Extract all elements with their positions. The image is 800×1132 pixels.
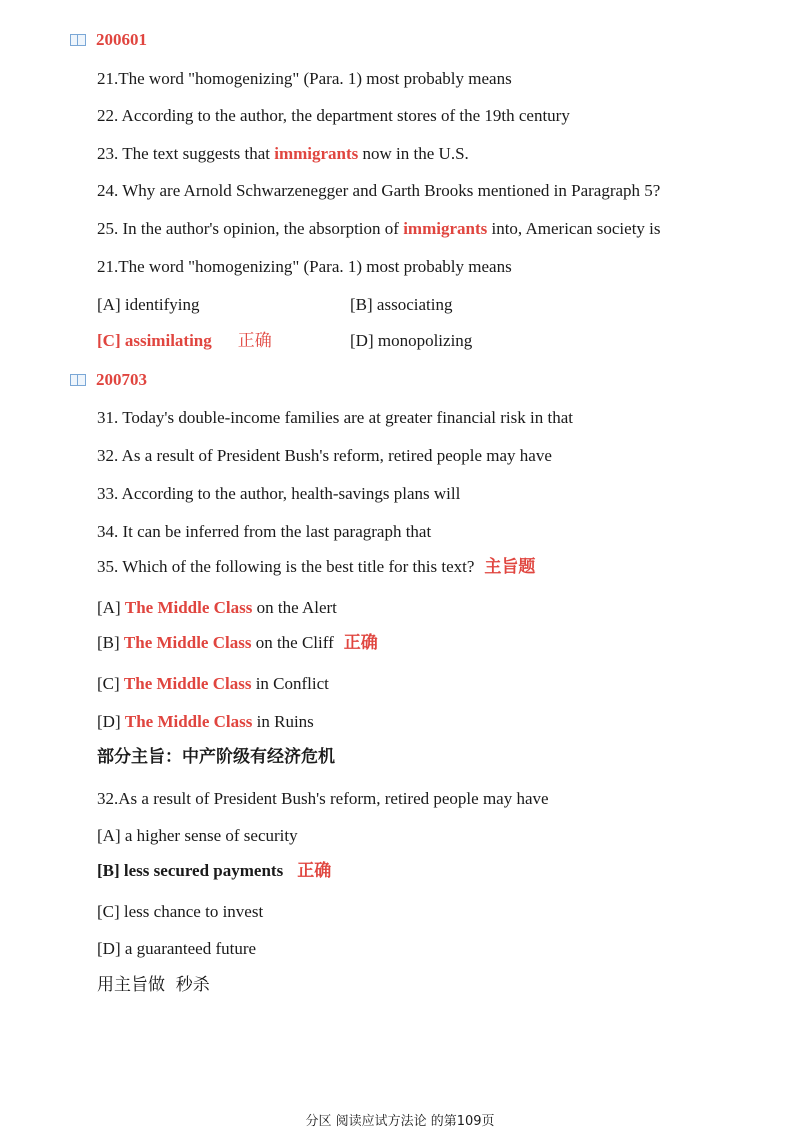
option-c-correct [97,330,272,352]
option-a: [A] identifying [97,295,200,314]
option-text: on the Cliff [251,633,334,652]
question-text: 25. In the author's opinion, the absorption of [97,219,404,238]
book-icon [70,34,86,46]
question-21: 21.The word "homogenizing" (Para. 1) most probably means [97,69,512,88]
section-code: 200703 [96,370,147,389]
title-option-d [97,711,314,733]
section-header-200703 [70,370,147,390]
option-text: on the Alert [252,598,337,617]
option-a: [A] a higher sense of security [97,826,298,845]
question-33: 33. According to the author, health-savings plans will [97,484,461,503]
option-b: [B] associating [350,295,453,314]
option-label: [A] [97,598,125,617]
repeat-question-21: 21.The word "homogenizing" (Para. 1) most probably means [97,257,512,276]
question-text: 35. Which of the following is the best title for this text? [97,557,475,576]
title-option-c [97,673,329,695]
keyword-highlight: The Middle Class [123,633,252,652]
theme-tag: 主旨题 [484,557,536,577]
option-label: [B] [97,633,124,652]
title-option-a [97,597,337,619]
title-option-b [97,632,378,654]
keyword-highlight: The Middle Class [124,712,253,731]
page-footer: 分区 阅读应试方法论 的第109页 [305,1114,495,1129]
keyword-highlight: The Middle Class [123,674,252,693]
keyword-highlight: The Middle Class [124,598,253,617]
option-text: in Conflict [251,674,329,693]
section-header-200601 [70,30,147,50]
option-b: [B] less secured payments [97,861,284,880]
book-icon [70,374,86,386]
option-c: [C] assimilating [97,331,212,350]
partial-theme-note: 部分主旨：中产阶级有经济危机 [97,747,335,767]
option-b-correct [97,860,331,882]
question-text: 23. The text suggests that [97,144,275,163]
final-note: 用主旨做 秒杀 [97,975,210,995]
question-34: 34. It can be inferred from the last paragraph that [97,522,432,541]
option-d: [D] monopolizing [350,331,473,350]
correct-mark: 正确 [343,633,378,653]
keyword-highlight: immigrants [403,219,488,238]
question-22: 22. According to the author, the department stores of the 19th century [97,106,570,125]
question-35 [97,556,535,578]
repeat-question-32: 32.As a result of President Bush's reform, retired people may have [97,789,549,808]
question-text: now in the U.S. [358,144,469,163]
correct-mark: 正确 [297,861,332,881]
keyword-highlight: immigrants [274,144,359,163]
option-d: [D] a guaranteed future [97,939,257,958]
question-text: into, American society is [487,219,661,238]
question-23 [97,143,469,165]
question-24: 24. Why are Arnold Schwarzenegger and Garth Brooks mentioned in Paragraph 5? [97,181,661,200]
question-31: 31. Today's double-income families are at greater financial risk in that [97,408,573,427]
question-32: 32. As a result of President Bush's reform, retired people may have [97,446,552,465]
section-code: 200601 [96,30,147,49]
option-label: [D] [97,712,125,731]
option-text: in Ruins [252,712,314,731]
option-c: [C] less chance to invest [97,902,264,921]
option-label: [C] [97,674,124,693]
correct-mark: 正确 [237,331,272,351]
question-25 [97,218,661,240]
